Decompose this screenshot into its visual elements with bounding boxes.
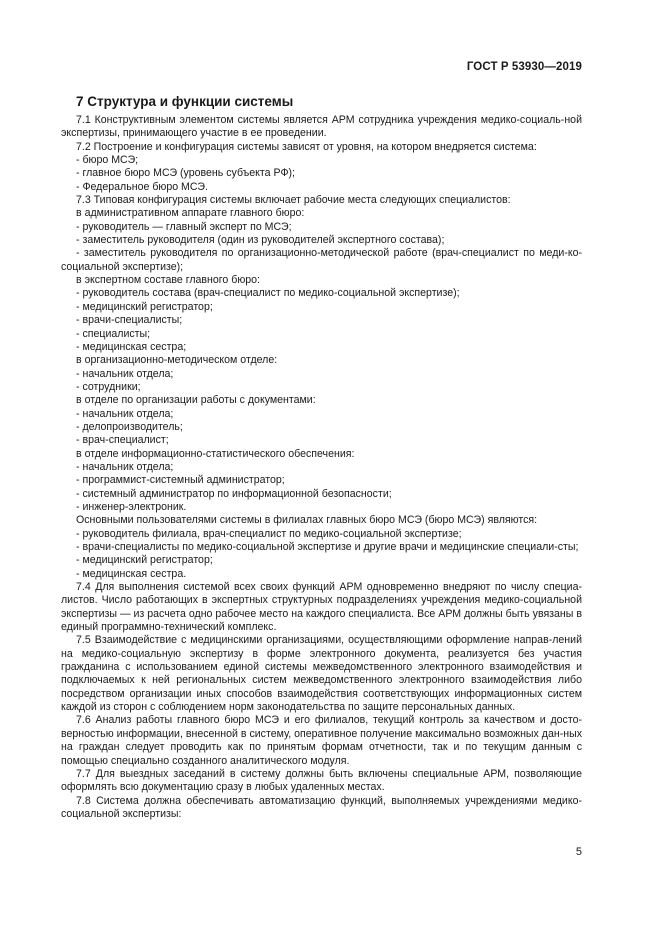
list-item: - бюро МСЭ; (76, 154, 139, 167)
list-item: - начальник отдела; (76, 460, 174, 473)
list-item: - сотрудники; (76, 380, 141, 393)
list-item: - инженер-электроник. (76, 500, 187, 513)
list-item: - заместитель руководителя (один из руководителей экспертного состава); (76, 234, 445, 247)
list-item: в административном аппарате главного бюро: (76, 207, 305, 220)
paragraph: 7.1 Конструктивным элементом системы является АРМ сотрудника учреждения медико-социаль-ной экспертизы, принимающего участие в ее проведении. (61, 114, 582, 140)
page-header: ГОСТ Р 53930—2019 (466, 61, 582, 73)
list-item: - медицинский регистратор; (76, 554, 213, 567)
page-number: 5 (575, 846, 582, 858)
list-item: в отделе по организации работы с документами: (76, 394, 316, 407)
paragraph: 7.3 Типовая конфигурация системы включает рабочие места следующих специалистов: (76, 194, 511, 207)
list-item: - врач-специалист; (76, 434, 169, 447)
list-item: - главное бюро МСЭ (уровень субъекта РФ); (76, 167, 295, 180)
list-item: - врачи-специалисты; (76, 314, 183, 327)
list-item: - системный администратор по информационной безопасности; (76, 487, 392, 500)
paragraph: - заместитель руководителя по организационно-методической работе (врач-специалист по меди-ко-социальной экспертизе); (61, 247, 582, 273)
paragraph: 7.5 Взаимодействие с медицинскими организациями, осуществляющими оформление направ-лений на медико-социальную экспертизу в форме электронного документа, реализуется без участия гражданина с использованием единой системы межведомственного электронного взаимодействия и подключаемых к ней региональных систем межведомственного электронного взаимодействия либо посредством организации иных способов взаимодействия соответствующих информационных систем каждой из сторон с соблюдением норм законодательства по защите персональных данных. (61, 634, 582, 714)
list-item: - начальник отдела; (76, 407, 174, 420)
paragraph: - врачи-специалисты по медико-социальной экспертизе и другие врачи и медицинские специали-сты; (76, 541, 579, 553)
paragraph: 7.6 Анализ работы главного бюро МСЭ и его филиалов, текущий контроль за качеством и досто-верностью информации, внесенной в систему, оперативное получение максимально возможных дан-ных на граждан следует проводить как по принятым формам отчетности, так и по текущим данным с помощью специально созданного аналитического модуля. (61, 714, 582, 767)
list-item: в отделе информационно-статистического обеспечения: (76, 447, 355, 460)
list-item: - программист-системный администратор; (76, 474, 285, 487)
paragraph: 7.4 Для выполнения системой всех своих функций АРМ одновременно внедряют по числу специа-листов. Число работающих в экспертных структурных подразделениях учреждения медико-социальной экспертизы — из расчета одно рабочее место на каждого специалиста. Все АРМ должны быть увязаны в единый программно-технический комплекс. (61, 581, 582, 634)
paragraph: Основными пользователями системы в филиалах главных бюро МСЭ (бюро МСЭ) являются: (76, 514, 538, 527)
list-item: - начальник отдела; (76, 367, 174, 380)
section-title: 7 Структура и функции системы (76, 94, 294, 109)
list-item: в организационно-методическом отделе: (76, 354, 278, 367)
list-item: - руководитель филиала, врач-специалист по медико-социальной экспертизе; (76, 527, 462, 540)
list-item: в экспертном составе главного бюро: (76, 274, 260, 287)
list-item: - руководитель состава (врач-специалист по медико-социальной экспертизе); (76, 287, 460, 300)
list-item: - делопроизводитель; (76, 420, 183, 433)
paragraph: 7.7 Для выездных заседаний в систему должны быть включены специальные АРМ, позволяющие оформлять всю документацию сразу в любых удаленных местах. (61, 767, 582, 794)
paragraph: 7.2 Построение и конфигурация системы зависят от уровня, на котором внедряется система: (76, 140, 537, 153)
list-item: - медицинская сестра; (76, 340, 187, 353)
list-item: - Федеральное бюро МСЭ. (76, 180, 208, 193)
list-item: - медицинская сестра. (76, 567, 187, 580)
body-text (61, 114, 582, 821)
list-item: - медицинский регистратор; (76, 300, 213, 313)
paragraph: 7.8 Система должна обеспечивать автоматизацию функций, выполняемых учреждениями медико-социальной экспертизы: (61, 794, 582, 820)
list-item: - руководитель — главный эксперт по МСЭ; (76, 220, 292, 233)
list-item: - специалисты; (76, 327, 151, 340)
